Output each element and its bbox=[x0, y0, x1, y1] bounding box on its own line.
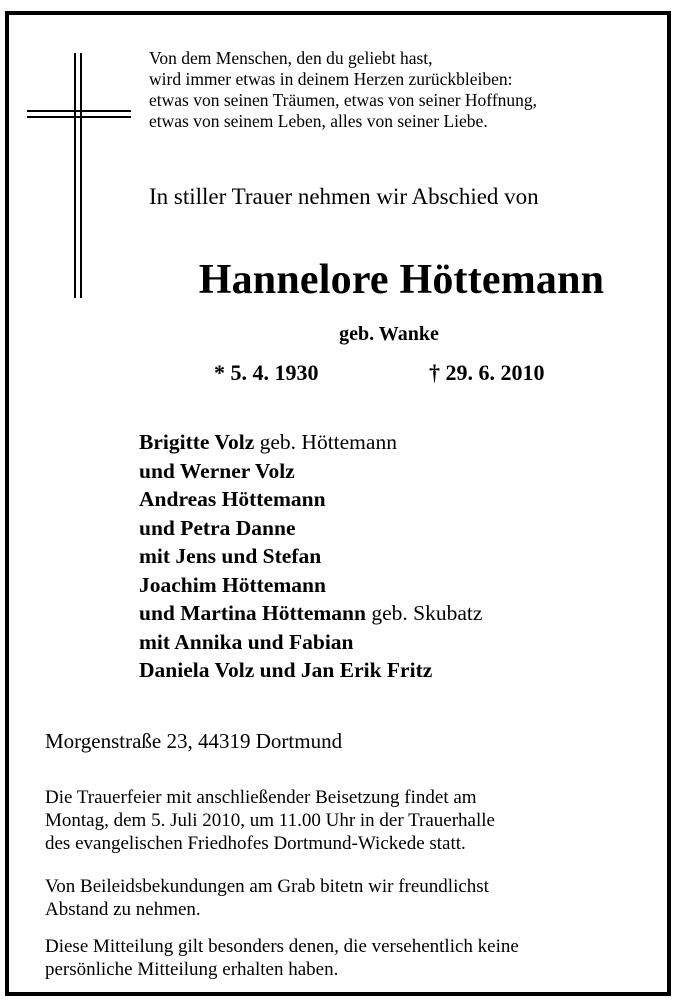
paragraph-line: Diese Mitteilung gilt besonders denen, die versehentlich keine bbox=[45, 936, 519, 957]
intro-text: In stiller Trauer nehmen wir Abschied von bbox=[149, 184, 539, 209]
family-member: mit Jens und Stefan bbox=[139, 544, 322, 568]
poem-line: etwas von seinem Leben, alles von seiner Liebe. bbox=[149, 111, 488, 131]
paragraph-line: Montag, dem 5. Juli 2010, um 11.00 Uhr in der Trauerhalle bbox=[45, 810, 495, 831]
family-member: und Werner Volz bbox=[139, 458, 295, 483]
poem-line: etwas von seinen Träumen, etwas von seiner Hoffnung, bbox=[149, 90, 538, 110]
family-list bbox=[139, 428, 639, 685]
maiden-name: geb. Wanke bbox=[339, 323, 439, 345]
paragraph-line: des evangelischen Friedhofes Dortmund-Wickede statt. bbox=[45, 833, 466, 854]
paragraph-line: Von Beileidsbekundungen am Grab bitetn wir freundlichst bbox=[45, 876, 489, 897]
family-member: Andreas Höttemann bbox=[139, 487, 326, 511]
condolences-paragraph bbox=[45, 875, 625, 921]
ceremony-paragraph bbox=[45, 786, 625, 855]
family-member: mit Annika und Fabian bbox=[139, 629, 354, 654]
family-member: und Martina Höttemann geb. Skubatz bbox=[139, 601, 483, 625]
notice-paragraph bbox=[45, 935, 625, 981]
family-member: Brigitte Volz geb. Höttemann bbox=[139, 430, 397, 454]
poem bbox=[149, 48, 629, 132]
deceased-name: Hannelore Höttemann bbox=[198, 257, 605, 303]
cross-icon bbox=[74, 53, 82, 298]
address: Morgenstraße 23, 44319 Dortmund bbox=[45, 729, 343, 753]
paragraph-line: Abstand zu nehmen. bbox=[45, 899, 201, 920]
family-member: Joachim Höttemann bbox=[139, 572, 326, 597]
poem-line: Von dem Menschen, den du geliebt hast, bbox=[149, 48, 433, 68]
paragraph-line: persönliche Mitteilung erhalten haben. bbox=[45, 959, 339, 980]
poem-line: wird immer etwas in deinem Herzen zurückbleiben: bbox=[149, 69, 513, 89]
obituary-frame bbox=[5, 11, 671, 996]
death-date: † 29. 6. 2010 bbox=[429, 360, 545, 385]
cross-joint bbox=[74, 110, 82, 118]
paragraph-line: Die Trauerfeier mit anschließender Beisetzung findet am bbox=[45, 787, 477, 808]
family-member: und Petra Danne bbox=[139, 515, 296, 540]
birth-date: * 5. 4. 1930 bbox=[214, 360, 319, 385]
family-member: Daniela Volz und Jan Erik Fritz bbox=[139, 658, 433, 682]
